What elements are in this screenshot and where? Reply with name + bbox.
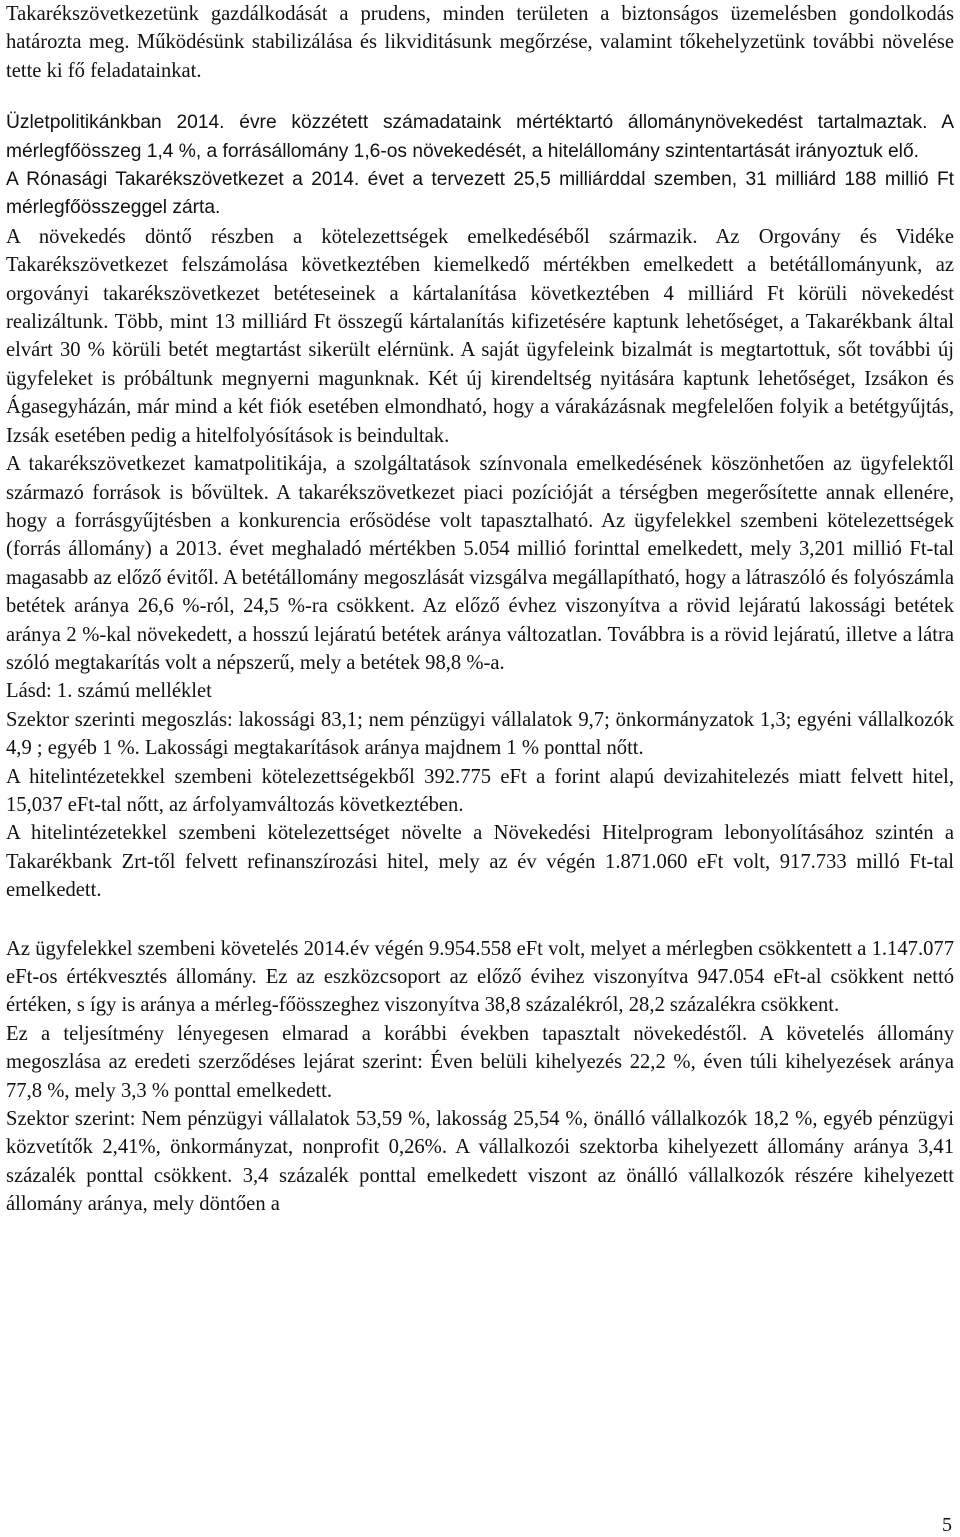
paragraph-intro: Takarékszövetkezetünk gazdálkodását a prudens, minden területen a biztonságos üzemelésben gondolkodás határozta meg. Működésünk stabilizálása és likviditásunk megőrzése, valamint tőkehelyzetünk további növelése tette ki fő feladatainkat. (6, 3, 954, 82)
page-number: 5 (942, 1514, 952, 1536)
paragraph-business-policy: Üzletpolitikánkban 2014. évre közzétett számadataink mértéktartó állománynövekedést tartalmaztak. A mérlegfőösszeg 1,4 %, a forrásállomány 1,6-os növekedését, a hitelállomány szintentartását irányoztuk elő. (6, 112, 954, 162)
paragraph-customer-receivables: Az ügyfelekkel szembeni követelés 2014.év végén 9.954.558 eFt volt, melyet a mérlegben csökkentett a 1.147.077 eFt-os értékvesztés állomány. Ez az eszközcsoport az előző évihez viszonyítva 947.054 eFt-al csökkent nettó értéken, s így is aránya a mérleg-főösszeghez viszonyítva 38,8 százalékról, 28,2 százalékra csökkent. (6, 937, 954, 1017)
paragraph-growth-liabilities: A növekedés döntő részben a kötelezettségek emelkedéséből származik. Az Orgovány és Vidéke Takarékszövetkezet felszámolása következtében kiemelkedő mértékben emelkedett a betétállományunk, az orgoványi takarékszövetkezet betéteseinek a kártalanítása következtében 4 milliárd Ft körüli növekedést realizáltunk. Több, mint 13 milliárd Ft összegű kártalanítás kifizetésére kaptunk lehetőséget, a Takarékbank által elvárt 30 % körüli betét megtartást sikerült elérnünk. A saját ügyfeleink bizalmát is megtartottuk, sőt további új ügyfeleket is próbáltunk megnyerni magunknak. Két új kirendeltség nyitására kaptunk lehetőséget, Izsákon és Ágasegyházán, már mind a két fiók esetében elmondható, hogy a várakázásnak megfelelően folyik a betétgyűjtás, Izsák esetében pedig a hitelfolyósítások is beindultak. (6, 225, 954, 447)
paragraph-fx-loan-liabilities: A hitelintézetekkel szembeni kötelezettségekből 392.775 eFt a forint alapú devizahitelezés miatt felvett hitel, 15,037 eFt-tal nőtt, az árfolyamváltozás következtében. (6, 765, 954, 816)
paragraph-sector-lending: Szektor szerint: Nem pénzügyi vállalatok 53,59 %, lakosság 25,54 %, önálló vállalkozók 18,2 %, egyéb pénzügyi közvetítők 2,41%, önkormányzat, nonprofit 0,26%. A vállalkozói szektorba kihelyezett állomány aránya 3,41 százalék ponttal csökkent. 3,4 százalék ponttal emelkedett viszont az önálló vállalkozók részére kihelyezett állomány aránya, mely döntően a (6, 1108, 954, 1216)
paragraph-appendix-reference: Lásd: 1. számú melléklet (6, 680, 212, 703)
paragraph-balance-sheet-total: A Rónasági Takarékszövetkezet a 2014. évet a tervezett 25,5 milliárddal szemben, 31 milliárd 188 millió Ft mérlegfőösszeggel zárta. (6, 169, 954, 219)
document-page (6, 0, 954, 1219)
paragraph-interest-policy: A takarékszövetkezet kamatpolitikája, a szolgáltatások színvonala emelkedésének köszönhetően az ügyfelektől származó források is bővültek. A takarékszövetkezet piaci pozícióját a térségben megerősítette annak ellenére, hogy a forrásgyűjtésben a konkurencia erősödése volt tapasztalható. Az ügyfelekkel szembeni kötelezettségek (forrás állomány) a 2013. évet meghaladó mértékben 5.054 millió forinttal emelkedett, mely 3,201 millió Ft-tal magasabb az előző évitől. A betétállomány megoszlását vizsgálva megállapítható, hogy a látraszóló és folyószámla betétek aránya 26,6 %-ról, 24,5 %-ra csökkent. Az előző évhez viszonyítva a rövid lejáratú lakossági betétek aránya 2 %-kal növekedett, a hosszú lejáratú betétek aránya változatlan. Továbbra is a rövid lejáratú, illetve a látra szóló megtakarítás volt a népszerű, mely a betétek 98,8 %-a. (6, 453, 954, 674)
paragraph-growth-loan-program: A hitelintézetekkel szembeni kötelezettséget növelte a Növekedési Hitelprogram lebonyolításához szintén a Takarékbank Zrt-től felvett refinanszírozási hitel, mely az év végén 1.871.060 eFt volt, 917.733 milló Ft-tal emelkedett. (6, 822, 954, 902)
paragraph-sector-breakdown: Szektor szerinti megoszlás: lakossági 83,1; nem pénzügyi vállalatok 9,7; önkormányzatok 1,3; egyéni vállalkozók 4,9 ; egyéb 1 %. Lakossági megtakarítások aránya majdnem 1 % ponttal nőtt. (6, 708, 954, 760)
paragraph-performance-maturity: Ez a teljesítmény lényegesen elmarad a korábbi években tapasztalt növekedéstől. A követelés állomány megoszlása az eredeti szerződéses lejárat szerint: Éven belüli kihelyezés 22,2 %, éven túli kihelyezések aránya 77,8 %, mely 3,3 % ponttal emelkedett. (6, 1022, 954, 1102)
